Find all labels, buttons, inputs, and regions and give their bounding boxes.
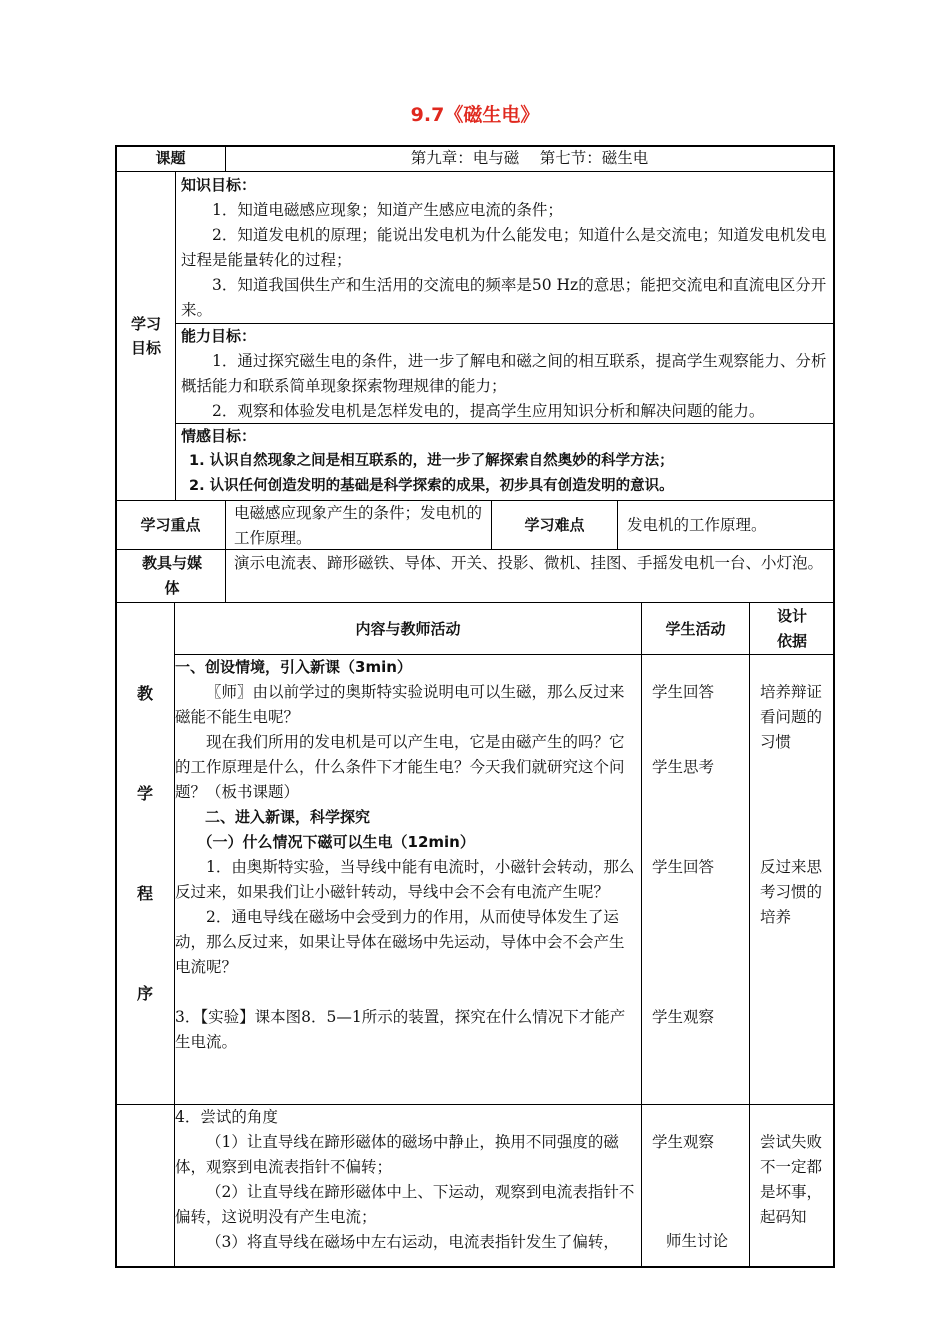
section2-subheading: （一）什么情况下磁可以生电（12min） — [197, 833, 475, 851]
page-title: 9.7《磁生电》 — [410, 104, 540, 126]
student-activity: 学生观察 — [652, 1008, 715, 1026]
col-divider — [175, 172, 176, 501]
section2-paragraph: 2．通电导线在磁场中会受到力的作用，从而使导体发生了运动，那么反过来，如果让导体在磁场中先运动，导体中会不会产生电流呢？ — [175, 908, 625, 976]
objectives-label: 学习目标 — [130, 315, 161, 357]
col-divider — [617, 500, 618, 550]
student-activity: 学生观察 — [652, 1133, 715, 1151]
section2-heading: 二、进入新课，科学探究 — [205, 808, 371, 826]
topic-value: 第九章：电与磁 第七节：磁生电 — [410, 149, 649, 167]
section2-paragraph: 1．由奥斯特实验，当导线中能有电流时，小磁针会转动，那么反过来，如果我们让小磁针转动，导线中会不会有电流产生呢？ — [175, 858, 635, 901]
design-basis: 反过来思考习惯的培养 — [760, 858, 823, 926]
row-divider — [115, 602, 835, 603]
key-points-value: 电磁感应现象产生的条件；发电机的工作原理。 — [234, 504, 483, 547]
table-border-bottom — [115, 1266, 835, 1268]
ability-item: 2．观察和体验发电机是怎样发电的，提高学生应用知识分析和解决问题的能力。 — [212, 402, 765, 420]
table-border-left — [115, 145, 117, 1267]
emotion-objectives — [181, 424, 827, 499]
table-border-right — [833, 145, 835, 1267]
student-activity: 师生讨论 — [666, 1232, 729, 1250]
section3-paragraph: （1）让直导线在蹄形磁体的磁场中静止，换用不同强度的磁体，观察到电流表指针不偏转； — [175, 1133, 619, 1176]
procedure-label-char: 教 — [137, 684, 154, 703]
col-divider — [225, 500, 226, 603]
procedure-content — [175, 655, 637, 1055]
knowledge-item: 2．知道发电机的原理；能说出发电机为什么能发电；知道什么是交流电；知道发电机发电过程是能量转化的过程； — [181, 226, 827, 269]
knowledge-item: 1．知道电磁感应现象；知道产生感应电流的条件； — [212, 201, 563, 219]
student-activity: 学生思考 — [652, 758, 715, 776]
section3-paragraph: （2）让直导线在蹄形磁体中上、下运动，观察到电流表指针不偏转，这说明没有产生电流； — [175, 1183, 635, 1226]
section1-paragraph: 现在我们所用的发电机是可以产生电，它是由磁产生的吗？它的工作原理是什么，什么条件下才能生电？今天我们就研究这个问题？（板书课题） — [175, 733, 625, 801]
student-activity: 学生回答 — [652, 858, 715, 876]
ability-item: 1．通过探究磁生电的条件，进一步了解电和磁之间的相互联系，提高学生观察能力、分析概括能力和联系简单现象探索物理规律的能力； — [181, 352, 827, 395]
col-divider — [749, 603, 750, 1267]
emotion-heading: 情感目标： — [181, 427, 257, 445]
ability-objectives — [181, 324, 827, 424]
media-label: 教具与媒体 — [141, 554, 202, 597]
header-basis: 设计依据 — [776, 607, 807, 650]
design-basis: 培养辩证看问题的习惯 — [760, 683, 823, 751]
emotion-item: 2. 认识任何创造发明的基础是科学探索的成果，初步具有创造发明的意识。 — [189, 478, 674, 494]
difficulty-value: 发电机的工作原理。 — [627, 516, 767, 534]
knowledge-item: 3．知道我国供生产和生活用的交流电的频率是50 Hz的意思；能把交流电和直流电区分开来。 — [181, 276, 827, 319]
ability-heading: 能力目标： — [181, 327, 257, 345]
design-basis: 尝试失败不一定都是坏事，起码知 — [760, 1133, 823, 1226]
knowledge-heading: 知识目标： — [181, 176, 257, 194]
knowledge-objectives — [181, 173, 827, 323]
key-points-label: 学习重点 — [140, 516, 201, 534]
media-value: 演示电流表、蹄形磁铁、导体、开关、投影、微机、挂图、手摇发电机一台、小灯泡。 — [234, 554, 824, 572]
header-content: 内容与教师活动 — [355, 620, 461, 638]
row-divider — [115, 171, 835, 172]
difficulty-label: 学习难点 — [524, 516, 585, 534]
procedure-content-continued — [175, 1105, 637, 1255]
procedure-label-char: 序 — [137, 984, 154, 1003]
student-activity: 学生回答 — [652, 683, 715, 701]
topic-label: 课题 — [155, 149, 186, 167]
section3-paragraph: 4．尝试的角度 — [175, 1108, 278, 1126]
section2-paragraph: 3．【实验】课本图8．5—1所示的装置，探究在什么情况下才能产生电流。 — [175, 1008, 626, 1051]
procedure-label-char: 学 — [137, 784, 154, 803]
procedure-label-char: 程 — [137, 884, 154, 903]
emotion-item: 1. 认识自然现象之间是相互联系的，进一步了解探索自然奥妙的科学方法； — [189, 453, 674, 469]
section3-paragraph: （3）将直导线在磁场中左右运动，电流表指针发生了偏转， — [206, 1233, 619, 1251]
section1-paragraph: 〖师〗由以前学过的奥斯特实验说明电可以生磁，那么反过来磁能不能生电呢？ — [175, 683, 625, 726]
header-student: 学生活动 — [665, 620, 726, 638]
section1-heading: 一、创设情境，引入新课（3min） — [175, 658, 412, 676]
col-divider — [641, 603, 642, 1267]
